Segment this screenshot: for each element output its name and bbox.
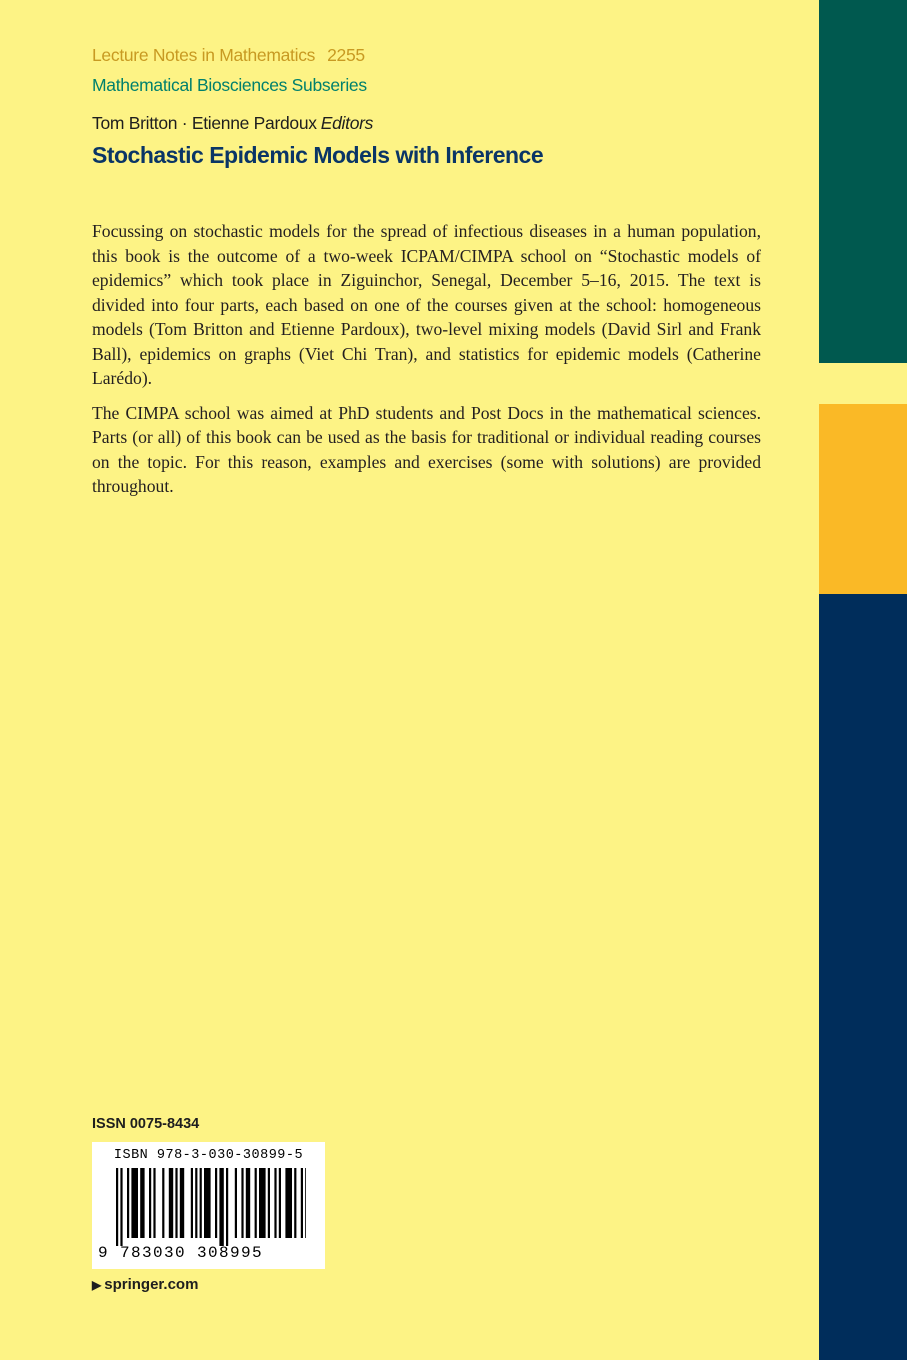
barcode-bar xyxy=(235,1168,237,1238)
publisher-link-text: springer.com xyxy=(104,1276,199,1293)
barcode-bar xyxy=(120,1168,122,1246)
barcode-bar xyxy=(268,1168,270,1238)
series-line xyxy=(92,45,365,66)
barcode-icon xyxy=(116,1168,306,1246)
triangle-right-icon: ▶ xyxy=(92,1278,102,1292)
subseries-name: Mathematical Biosciences Subseries xyxy=(92,75,367,95)
barcode-bar xyxy=(305,1168,306,1238)
spine-stripe-green xyxy=(819,0,907,363)
barcode-bar xyxy=(219,1168,223,1246)
barcode-bar xyxy=(131,1168,138,1238)
barcode-bar xyxy=(246,1168,250,1238)
barcode-bar xyxy=(204,1168,211,1238)
barcode-bar xyxy=(162,1168,164,1238)
spine-stripe-gap xyxy=(819,363,907,404)
barcode-bar xyxy=(259,1168,266,1238)
barcode-bar xyxy=(279,1168,281,1238)
spine-stripe-orange xyxy=(819,404,907,594)
barcode-bar xyxy=(127,1168,129,1238)
barcode-bar xyxy=(200,1168,202,1238)
barcode-bar xyxy=(191,1168,193,1238)
editors-line xyxy=(92,113,373,134)
barcode-bar xyxy=(226,1168,228,1246)
barcode-bar xyxy=(180,1168,184,1238)
spine-stripe-navy xyxy=(819,594,907,1360)
barcode-bar xyxy=(195,1168,197,1238)
barcode-bar xyxy=(169,1168,173,1238)
barcode-bar xyxy=(255,1168,257,1238)
barcode-bar xyxy=(301,1168,303,1238)
barcode-bar xyxy=(215,1168,217,1238)
series-number: 2255 xyxy=(327,45,365,65)
series-name: Lecture Notes in Mathematics xyxy=(92,45,316,65)
description-paragraph-1: Focussing on stochastic models for the spread of infectious diseases in a human population, this book is the outcome of a two-week ICPAM/CIMPA school on “Stochastic models of epidemics” which took place in Ziguinchor, Senegal, December 5–16, 2015. The text is divided into four parts, each based on one of the courses given at the school: homogeneous models (Tom Britton and Etienne Pardoux), two-level mixing models (David Sirl and Frank Ball), epidemics on graphs (Viet Chi Tran), and statistics for epidemic models (Catherine Larédo). xyxy=(92,221,761,388)
editors-names: Tom Britton · Etienne Pardoux xyxy=(92,113,317,133)
barcode-panel xyxy=(92,1142,325,1269)
editors-role: Editors xyxy=(320,113,374,133)
book-title: Stochastic Epidemic Models with Inference xyxy=(92,142,544,168)
description-paragraph-2: The CIMPA school was aimed at PhD students and Post Docs in the mathematical sciences. Parts (or all) of this book can be used as the basis for traditional or individual reading courses on the topic. For this reason, examples and exercises (some with solutions) are provided throughout. xyxy=(92,402,761,496)
barcode-bar xyxy=(294,1168,296,1238)
barcode-bar xyxy=(285,1168,292,1238)
publisher-link[interactable] xyxy=(92,1276,198,1293)
barcode-bar xyxy=(149,1168,151,1238)
barcode-bar xyxy=(175,1168,177,1238)
barcode-bar xyxy=(153,1168,155,1238)
barcode-bar xyxy=(116,1168,118,1246)
isbn-number: ISBN 978-3-030-30899-5 xyxy=(113,1148,304,1163)
barcode-bar xyxy=(140,1168,144,1238)
book-description xyxy=(92,219,761,509)
ean-digits: 9 783030 308995 xyxy=(98,1244,264,1262)
issn-number: ISSN 0075-8434 xyxy=(92,1116,200,1132)
barcode-bar xyxy=(241,1168,243,1238)
barcode-bar xyxy=(274,1168,276,1238)
